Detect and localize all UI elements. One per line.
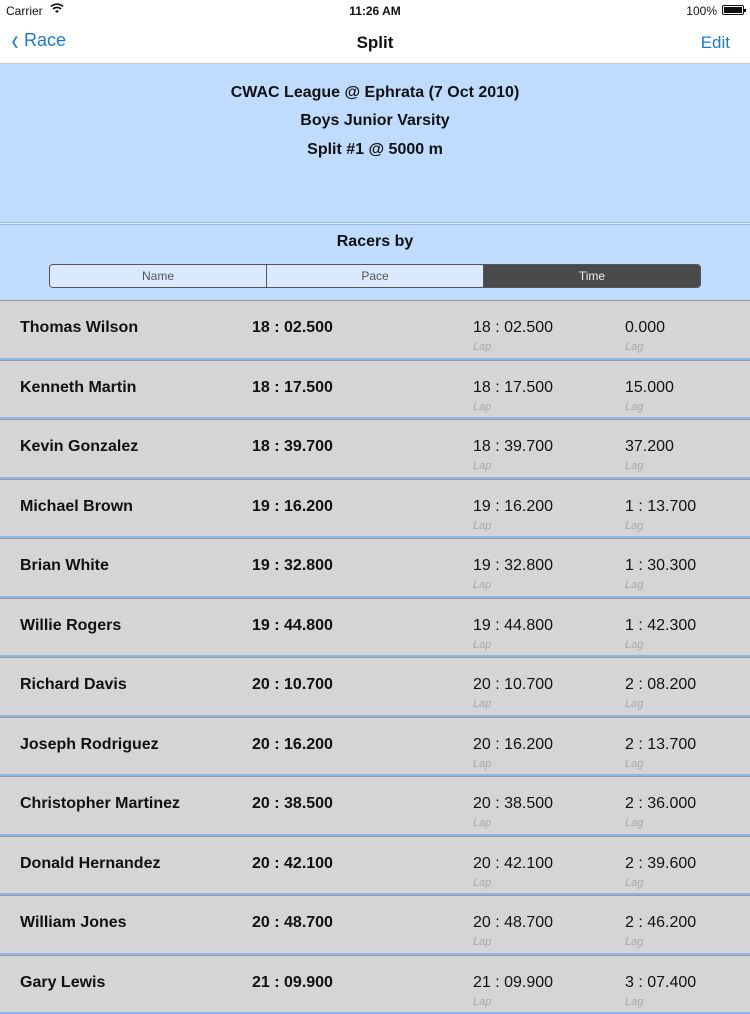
racer-lap-time: 21 : 09.900 bbox=[473, 974, 553, 992]
racer-lap-time: 18 : 02.500 bbox=[473, 319, 553, 337]
clock: 11:26 AM bbox=[0, 4, 750, 18]
table-row[interactable] bbox=[0, 836, 750, 896]
racer-name: Richard Davis bbox=[20, 676, 127, 694]
lag-caption: Lag bbox=[625, 698, 643, 710]
table-row[interactable] bbox=[0, 657, 750, 717]
racer-name: Willie Rogers bbox=[20, 617, 121, 635]
table-row[interactable] bbox=[0, 598, 750, 658]
lap-caption: Lap bbox=[473, 698, 491, 710]
racer-lap-time: 18 : 39.700 bbox=[473, 438, 553, 456]
racer-total-time: 19 : 44.800 bbox=[252, 617, 333, 635]
carrier-label: Carrier bbox=[6, 4, 43, 18]
racer-lap-time: 19 : 16.200 bbox=[473, 498, 553, 516]
meet-title: CWAC League @ Ephrata (7 Oct 2010) bbox=[0, 84, 750, 102]
navigation-bar bbox=[0, 22, 750, 64]
lap-caption: Lap bbox=[473, 758, 491, 770]
lap-caption: Lap bbox=[473, 996, 491, 1008]
racer-name: Brian White bbox=[20, 557, 109, 575]
lap-caption: Lap bbox=[473, 579, 491, 591]
lap-caption: Lap bbox=[473, 341, 491, 353]
racer-lap-time: 20 : 42.100 bbox=[473, 855, 553, 873]
table-row[interactable] bbox=[0, 419, 750, 479]
lap-caption: Lap bbox=[473, 877, 491, 889]
racer-lag-time: 3 : 07.400 bbox=[625, 974, 696, 992]
split-header bbox=[0, 64, 750, 300]
table-row[interactable] bbox=[0, 479, 750, 539]
racer-lap-time: 20 : 16.200 bbox=[473, 736, 553, 754]
racer-lag-time: 2 : 39.600 bbox=[625, 855, 696, 873]
racer-lap-time: 18 : 17.500 bbox=[473, 379, 553, 397]
sort-time-segment[interactable]: Time bbox=[484, 265, 700, 287]
battery-icon bbox=[722, 5, 744, 15]
table-row[interactable] bbox=[0, 895, 750, 955]
lap-caption: Lap bbox=[473, 460, 491, 472]
racer-total-time: 19 : 16.200 bbox=[252, 498, 333, 516]
racer-total-time: 21 : 09.900 bbox=[252, 974, 333, 992]
division-title: Boys Junior Varsity bbox=[0, 112, 750, 130]
racer-total-time: 20 : 48.700 bbox=[252, 914, 333, 932]
racer-name: Kevin Gonzalez bbox=[20, 438, 138, 456]
lag-caption: Lag bbox=[625, 877, 643, 889]
lag-caption: Lag bbox=[625, 936, 643, 948]
racer-total-time: 20 : 38.500 bbox=[252, 795, 333, 813]
lag-caption: Lag bbox=[625, 817, 643, 829]
status-bar bbox=[0, 0, 750, 22]
sort-segmented-control bbox=[49, 264, 701, 288]
racer-lag-time: 1 : 30.300 bbox=[625, 557, 696, 575]
racer-lap-time: 20 : 48.700 bbox=[473, 914, 553, 932]
lag-caption: Lag bbox=[625, 520, 643, 532]
edit-button[interactable]: Edit bbox=[701, 33, 730, 53]
racer-total-time: 18 : 17.500 bbox=[252, 379, 333, 397]
racer-name: Thomas Wilson bbox=[20, 319, 138, 337]
lag-caption: Lag bbox=[625, 460, 643, 472]
racer-lap-time: 20 : 38.500 bbox=[473, 795, 553, 813]
racer-lap-time: 19 : 44.800 bbox=[473, 617, 553, 635]
split-title: Split #1 @ 5000 m bbox=[0, 141, 750, 159]
lap-caption: Lap bbox=[473, 817, 491, 829]
racer-lag-time: 2 : 13.700 bbox=[625, 736, 696, 754]
racer-list bbox=[0, 300, 750, 1014]
table-row[interactable] bbox=[0, 360, 750, 420]
racer-total-time: 18 : 02.500 bbox=[252, 319, 333, 337]
table-row[interactable] bbox=[0, 776, 750, 836]
lap-caption: Lap bbox=[473, 936, 491, 948]
table-row[interactable] bbox=[0, 955, 750, 1014]
racer-lag-time: 15.000 bbox=[625, 379, 674, 397]
racer-name: Michael Brown bbox=[20, 498, 133, 516]
racer-lag-time: 0.000 bbox=[625, 319, 665, 337]
lag-caption: Lag bbox=[625, 996, 643, 1008]
racer-name: William Jones bbox=[20, 914, 127, 932]
back-label: Race bbox=[24, 30, 66, 51]
racer-lag-time: 2 : 08.200 bbox=[625, 676, 696, 694]
racer-lag-time: 2 : 36.000 bbox=[625, 795, 696, 813]
battery-percent: 100% bbox=[686, 4, 717, 18]
lag-caption: Lag bbox=[625, 341, 643, 353]
racers-by-label: Racers by bbox=[0, 233, 750, 251]
racer-name: Kenneth Martin bbox=[20, 379, 136, 397]
table-row[interactable] bbox=[0, 300, 750, 360]
racer-lag-time: 1 : 42.300 bbox=[625, 617, 696, 635]
racer-total-time: 20 : 16.200 bbox=[252, 736, 333, 754]
racer-lag-time: 2 : 46.200 bbox=[625, 914, 696, 932]
lag-caption: Lag bbox=[625, 579, 643, 591]
lag-caption: Lag bbox=[625, 639, 643, 651]
racer-total-time: 20 : 10.700 bbox=[252, 676, 333, 694]
lap-caption: Lap bbox=[473, 520, 491, 532]
racer-name: Gary Lewis bbox=[20, 974, 105, 992]
chevron-left-icon: ‹ bbox=[12, 31, 19, 51]
racer-total-time: 20 : 42.100 bbox=[252, 855, 333, 873]
racer-name: Donald Hernandez bbox=[20, 855, 160, 873]
lag-caption: Lag bbox=[625, 758, 643, 770]
racer-name: Joseph Rodriguez bbox=[20, 736, 159, 754]
racer-name: Christopher Martinez bbox=[20, 795, 180, 813]
sort-name-segment[interactable]: Name bbox=[50, 265, 267, 287]
racer-lap-time: 19 : 32.800 bbox=[473, 557, 553, 575]
table-row[interactable] bbox=[0, 717, 750, 777]
lag-caption: Lag bbox=[625, 401, 643, 413]
lap-caption: Lap bbox=[473, 401, 491, 413]
racer-lag-time: 37.200 bbox=[625, 438, 674, 456]
table-row[interactable] bbox=[0, 538, 750, 598]
racer-lap-time: 20 : 10.700 bbox=[473, 676, 553, 694]
racer-total-time: 18 : 39.700 bbox=[252, 438, 333, 456]
sort-pace-segment[interactable]: Pace bbox=[267, 265, 484, 287]
header-divider bbox=[0, 222, 750, 225]
racer-lag-time: 1 : 13.700 bbox=[625, 498, 696, 516]
page-title: Split bbox=[0, 33, 750, 53]
lap-caption: Lap bbox=[473, 639, 491, 651]
racer-total-time: 19 : 32.800 bbox=[252, 557, 333, 575]
